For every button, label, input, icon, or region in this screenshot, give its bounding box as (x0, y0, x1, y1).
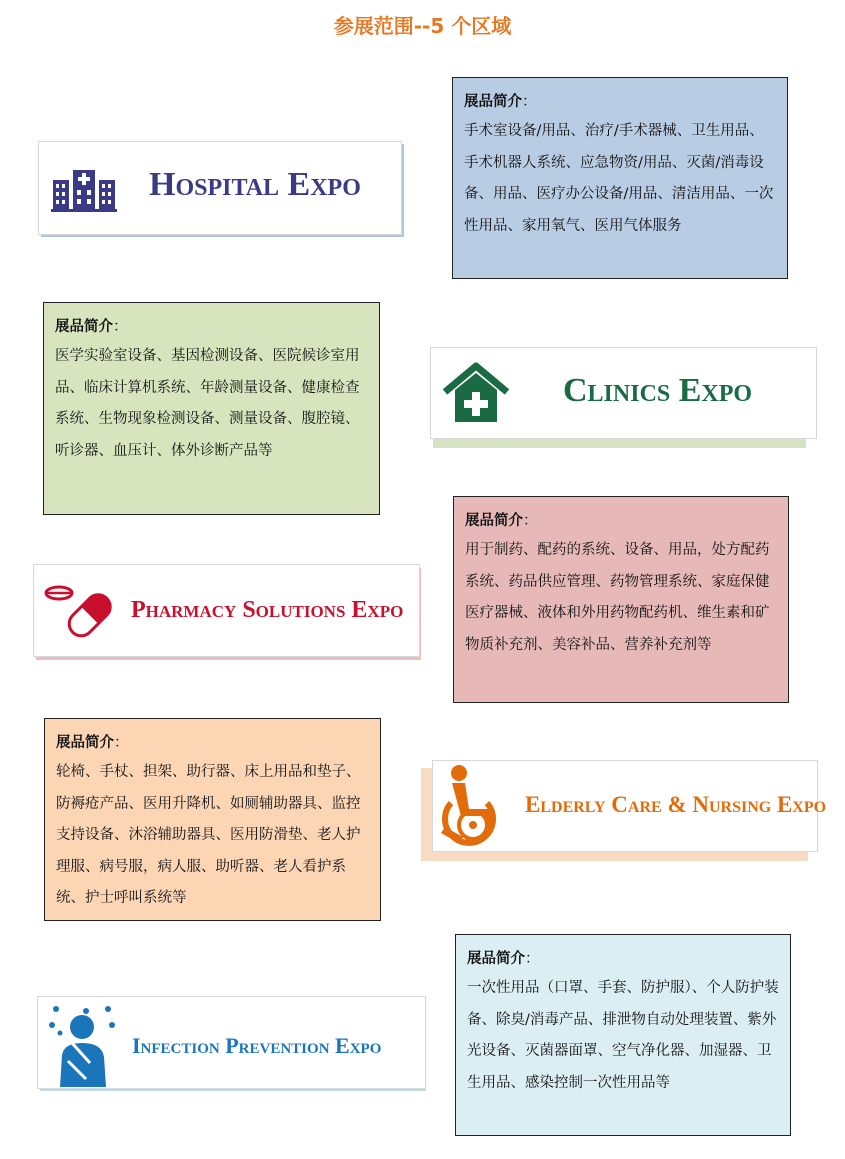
clinics-intro-text: 医学实验室设备、基因检测设备、医院候诊室用品、临床计算机系统、年龄测量设备、健康检查系统、生物现象检测设备、测量设备、腹腔镜、听诊器、血压计、体外诊断产品等 (55, 348, 360, 459)
intro-heading-label: 展品简介 (56, 735, 114, 751)
intro-heading-label: 展品简介 (467, 951, 525, 967)
intro-heading (465, 509, 778, 533)
infection-intro-box (455, 934, 791, 1136)
clinics-intro-box (43, 302, 380, 515)
clinic-house-icon (443, 362, 509, 424)
sneezing-person-icon (46, 1003, 126, 1087)
infection-intro-text: 一次性用品（口罩、手套、防护服）、个人防护装备、除臭/消毒产品、排泄物自动处理装置、紫外光设备、灭菌器面罩、空气净化器、加湿器、卫生用品、感染控制一次性用品等 (467, 980, 779, 1091)
elderly-intro-box (44, 718, 381, 921)
clinics-expo-name: Clinics Expo (563, 372, 753, 409)
pharmacy-expo-name: Pharmacy Solutions Expo (131, 597, 404, 623)
hospital-intro-box (452, 77, 788, 279)
intro-heading (464, 90, 777, 114)
intro-heading-label: 展品简介 (465, 513, 523, 529)
hospital-building-icon (51, 168, 117, 212)
elderly-expo-logo (432, 760, 827, 852)
pill-capsule-icon (44, 581, 124, 641)
elderly-expo-name: Elderly Care & Nursing Expo (525, 792, 827, 817)
intro-heading-colon: ： (523, 513, 538, 529)
page-title: 参展范围--5 个区域 (333, 14, 512, 38)
hospital-expo-name: Hospital Expo (149, 166, 361, 203)
pharmacy-intro-text: 用于制药、配药的系统、设备、用品，处方配药系统、药品供应管理、药物管理系统、家庭保健医疗器械、液体和外用药物配药机、维生素和矿物质补充剂、美容补品、营养补充剂等 (465, 542, 770, 653)
infection-expo-name: Infection Prevention Expo (132, 1033, 382, 1058)
clinics-expo-logo (430, 347, 817, 439)
intro-heading-label: 展品简介 (55, 319, 113, 335)
intro-heading (56, 731, 370, 755)
intro-heading-colon: ： (522, 94, 537, 110)
intro-heading-colon: ： (114, 735, 129, 751)
elderly-intro-text: 轮椅、手杖、担架、助行器、床上用品和垫子、防褥疮产品、医用升降机、如厕辅助器具、监控支持设备、沐浴辅助器具、医用防滑垫、老人护理服、病号服，病人服、助听器、老人看护系统、护士呼叫系统等 (56, 764, 361, 906)
intro-heading-colon: ： (525, 951, 540, 967)
wheelchair-person-icon (439, 763, 519, 849)
pharmacy-intro-box (453, 496, 789, 703)
intro-heading (467, 947, 780, 971)
intro-heading (55, 315, 369, 339)
intro-heading-label: 展品简介 (464, 94, 522, 110)
hospital-intro-text: 手术室设备/用品、治疗/手术器械、卫生用品、手术机器人系统、应急物资/用品、灭菌/消毒设备、用品、医疗办公设备/用品、清洁用品、一次性用品、家用氧气、医用气体服务 (464, 123, 774, 234)
hospital-expo-logo (38, 141, 402, 235)
intro-heading-colon: ： (113, 319, 128, 335)
pharmacy-expo-logo (33, 564, 420, 657)
infection-expo-logo (37, 996, 426, 1089)
